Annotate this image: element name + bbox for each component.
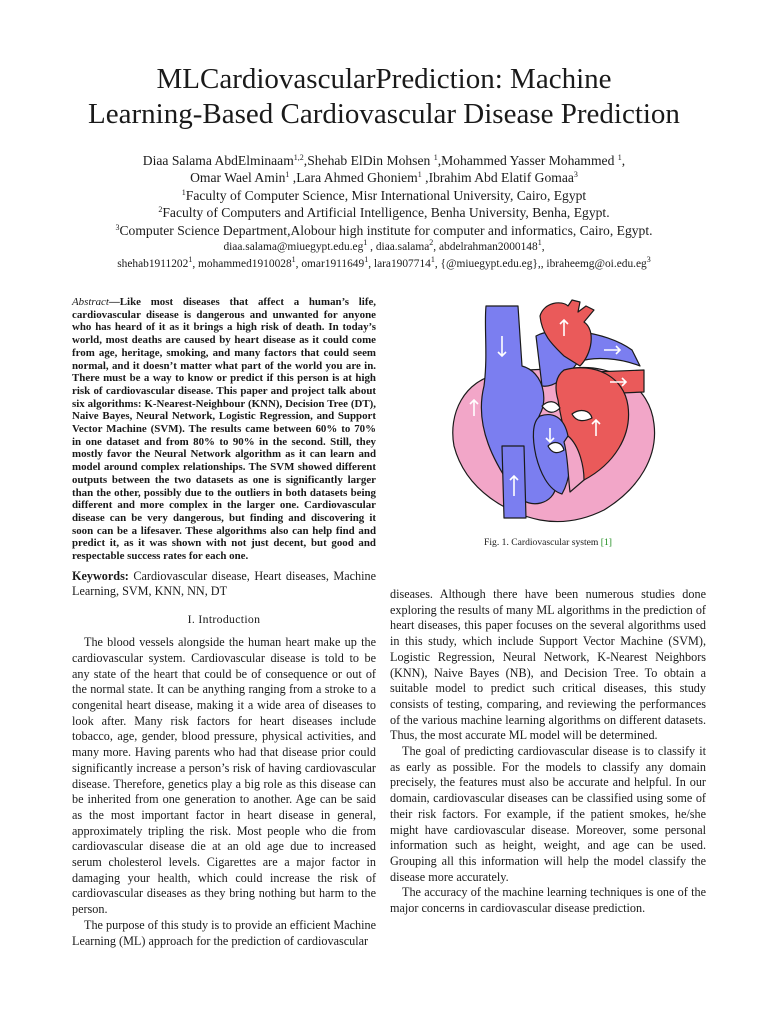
affiliation-text: Faculty of Computers and Artificial Intelligence, Benha University, Benha, Egypt.	[162, 205, 610, 221]
author-name: ,Shehab ElDin Mohsen	[303, 153, 434, 168]
affiliation-text: Computer Science Department,Alobour high institute for computer and informatics, Cairo, Egypt.	[119, 222, 653, 238]
affil-marker: 1	[537, 238, 542, 248]
right-paragraph-2: The goal of predicting cardiovascular disease is to classify it as early as possible. For the models to classify any domain precisely, the features must also be accurate and helpful. In our domain, cardiovascular diseases can be classified using some of their risk factors. For example, if the patient smokes, he/she might have cardiovascular disease. Moreover, some personal information such as height, weight, and age can be used. Grouping all this information will help the model classify the disease more accurately.	[390, 744, 706, 884]
emails-line-2	[40, 256, 728, 273]
citation-link[interactable]: [1]	[600, 537, 612, 548]
figure-heart-diagram	[444, 296, 670, 526]
title-line-2: Learning-Based Cardiovascular Disease Prediction	[88, 98, 680, 130]
keywords-text: Cardiovascular disease, Heart diseases, Machine Learning, SVM, KNN, NN, DT	[72, 568, 376, 598]
affiliation-3	[40, 222, 728, 239]
author-name: Omar Wael Amin	[190, 170, 286, 186]
intro-paragraph-1: The blood vessels alongside the human heart make up the cardiovascular system. Cardiovascular disease is told to be any state of the heart that could be of consequence or out of the normal state. It can be anything ranging from a stroke to a congenital heart disease, making it a wide area of diseases to look after. Many risk factors for heart diseases include tobacco, age, gender, blood pressure, physical activities, and many more. Having parents who had that disease prior could significantly increase a person’s risk of having cardiovascular disease. Therefore, genetics play a big role as this disease can be inherited from one generation to another. Age can be said as the most important factor in heart disease in general, approximately tripling the risk. Most people who die from cardiovascular disease die at an old age due to increased serum cholesterol levels. Cigarettes are a major factor in damaging your health, which could increase the risk of cardiovascular diseases as they bring nothing but harm to the person.	[72, 635, 376, 917]
keywords	[72, 569, 376, 599]
right-paragraph-3: The accuracy of the machine learning techniques is one of the major concerns in cardiovascular disease prediction.	[390, 885, 706, 916]
email: , lara1907714	[368, 258, 431, 271]
email: , mohammed1910028	[192, 258, 292, 271]
separator: ,	[621, 153, 626, 168]
heart-diagram	[444, 296, 670, 526]
email: , {@miuegypt.edu.eg},, ibraheemg@oi.edu.eg	[434, 258, 647, 271]
affil-marker: 1	[364, 255, 369, 265]
affil-marker: 1	[181, 187, 186, 197]
affil-marker: 2	[429, 238, 434, 248]
affiliation-1	[40, 187, 728, 204]
email: shehab1911202	[117, 258, 189, 271]
affil-marker: 1,2	[293, 153, 304, 162]
abstract	[72, 296, 376, 563]
abstract-label: Abstract	[72, 296, 109, 308]
email: diaa.salama@miuegypt.edu.eg	[223, 241, 364, 254]
affil-marker: 3	[646, 255, 651, 265]
affil-marker: 1	[617, 153, 622, 162]
email: , diaa.salama	[367, 241, 430, 254]
author-name: Diaa Salama AbdElminaam	[142, 153, 294, 168]
email: , abdelrahman2000148	[433, 241, 538, 254]
authors-line-2	[40, 169, 728, 186]
affil-marker: 3	[573, 170, 578, 180]
left-column	[72, 296, 376, 949]
affil-marker: 1	[291, 255, 296, 265]
authors-line-1	[40, 152, 728, 169]
right-column	[390, 587, 706, 917]
email: , omar1911649	[295, 258, 365, 271]
section-heading-introduction: I. Introduction	[187, 612, 261, 627]
intro-paragraph-2: The purpose of this study is to provide an efficient Machine Learning (ML) approach for the prediction of cardiovascular	[72, 917, 376, 948]
affil-marker: 1	[417, 170, 422, 180]
emails-line-1	[40, 239, 728, 256]
affil-marker: 1	[430, 255, 435, 265]
affil-marker: 1	[433, 153, 438, 162]
affil-marker: 1	[363, 238, 368, 248]
abstract-text: —Like most diseases that affect a human’s life, cardiovascular disease is dangerous and unwanted for anyone who has heard of it as it brings a high risk of death. In today’s world, most deaths are caused by heart disease as it could come from age, heritage, smoking, and many factors that could seem normal, and it doesn’t matter what part of the world you are in. There must be a way to know or predict if this person is at high risk of cardiovascular disease. This paper and project talk about six algorithms: K-Nearest-Neighbour (KNN), Decision Tree (DT), Naive Bayes, Neural Network, Logistic Regression, and Support Vector Machine (SVM). The results came between 60% to 70% in one dataset and from 80% to 90% in the second. Still, they mostly favor the Neural Network algorithm as it can learn and model around complex relationships. The SVM showed different outputs between the two datasets as one is significantly larger than the other, possibly due to the outliers in both datasets being different and more complex in the larger one. Cardiovascular disease can be very dangerous, but finding and discovering it soon can be a lifesaver. These algorithms also can help find and predict it, as it was shown with not just decent, but good and respectable success rates for each one.	[72, 296, 376, 563]
affil-marker: 3	[115, 222, 120, 232]
separator: ,	[541, 241, 545, 254]
author-name: ,Ibrahim Abd Elatif Gomaa	[421, 170, 574, 186]
keywords-label: Keywords:	[72, 568, 129, 583]
affiliation-2	[40, 204, 728, 221]
affil-marker: 1	[285, 170, 290, 180]
author-name: ,Mohammed Yasser Mohammed	[437, 153, 618, 168]
affil-marker: 1	[188, 255, 193, 265]
figure-caption	[390, 537, 706, 548]
affiliation-text: Faculty of Computer Science, Misr International University, Cairo, Egypt	[185, 187, 587, 203]
author-name: ,Lara Ahmed Ghoniem	[289, 170, 418, 186]
author-block	[40, 152, 728, 274]
paper-title	[40, 62, 728, 132]
affil-marker: 2	[158, 205, 163, 215]
caption-text: Fig. 1. Cardiovascular system	[484, 537, 601, 548]
right-paragraph-1: diseases. Although there have been numerous studies done exploring the results of many ML algorithms in the prediction of heart diseases, this paper focuses on the several algorithms used in this study, which include Support Vector Machine (SVM), Logistic Regression, Neural Network, K-Nearest Neighbors (KNN), Naive Bayes (NB), and Decision Tree. To obtain a suitable model to predict such critical diseases, this study consists of testing, comparing, and reviewing the performances of the various machine learning algorithms on different datasets. Thus, the most accurate ML model will be determined.	[390, 587, 706, 743]
title-line-1: MLCardiovascularPrediction: Machine	[156, 63, 612, 95]
